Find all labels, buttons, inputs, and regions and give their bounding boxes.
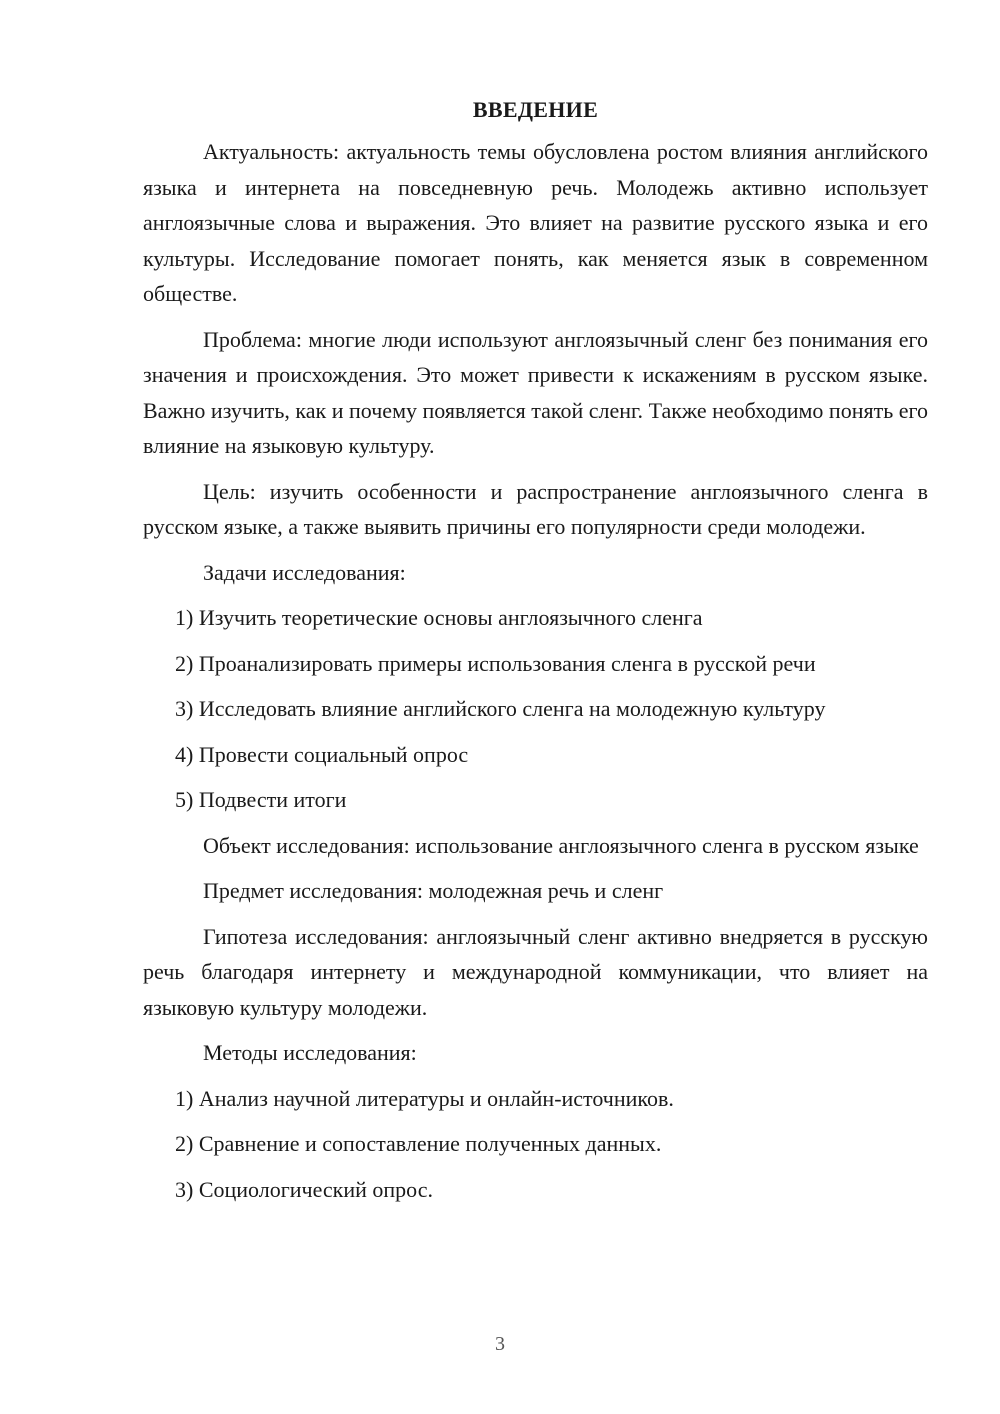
- page-title: ВВЕДЕНИЕ: [472, 97, 599, 122]
- list-item: 4) Провести социальный опрос: [175, 741, 469, 767]
- paragraph-hypothesis: Гипотеза исследования: англоязычный сленг активно внедряется в русскую речь благодаря интернету и международной коммуникации, что влияет на языковую культуру молодежи.: [143, 923, 928, 1020]
- list-item: 3) Исследовать влияние английского сленга на молодежную культуру: [175, 696, 826, 721]
- paragraph-relevance: Актуальность: актуальность темы обусловлена ростом влияния английского языка и интернета на повседневную речь. Молодежь активно использует англоязычные слова и выражения. Это влияет на развитие русского языка и его культуры. Исследование помогает понять, как меняется язык в современном обществе.: [143, 139, 928, 306]
- list-item: 1) Изучить теоретические основы англоязычного сленга: [175, 605, 703, 630]
- document-page: [143, 95, 928, 1217]
- paragraph-tasks-intro: Задачи исследования:: [203, 559, 406, 585]
- list-item: 2) Проанализировать примеры использования сленга в русской речи: [175, 650, 816, 676]
- tasks-list: [143, 600, 928, 818]
- page-number: 3: [495, 1333, 505, 1355]
- list-item: 3) Социологический опрос.: [175, 1176, 433, 1202]
- list-item: 5) Подвести итоги: [175, 787, 347, 812]
- paragraph-object: Объект исследования: использование англоязычного сленга в русском языке: [203, 832, 919, 858]
- list-item: 2) Сравнение и сопоставление полученных данных.: [175, 1131, 662, 1156]
- paragraph-subject: Предмет исследования: молодежная речь и сленг: [203, 878, 664, 903]
- paragraph-goal: Цель: изучить особенности и распространение англоязычного сленга в русском языке, а также выявить причины его популярности среди молодежи.: [143, 478, 928, 539]
- list-item: 1) Анализ научной литературы и онлайн-источников.: [175, 1085, 674, 1111]
- paragraph-methods-intro: Методы исследования:: [203, 1040, 417, 1065]
- paragraph-problem: Проблема: многие люди используют англоязычный сленг без понимания его значения и происхождения. Это может привести к искажениям в русском языке. Важно изучить, как и почему появляется такой сленг. Также необходимо понять его влияние на языковую культуру.: [143, 326, 928, 458]
- methods-list: [143, 1081, 928, 1208]
